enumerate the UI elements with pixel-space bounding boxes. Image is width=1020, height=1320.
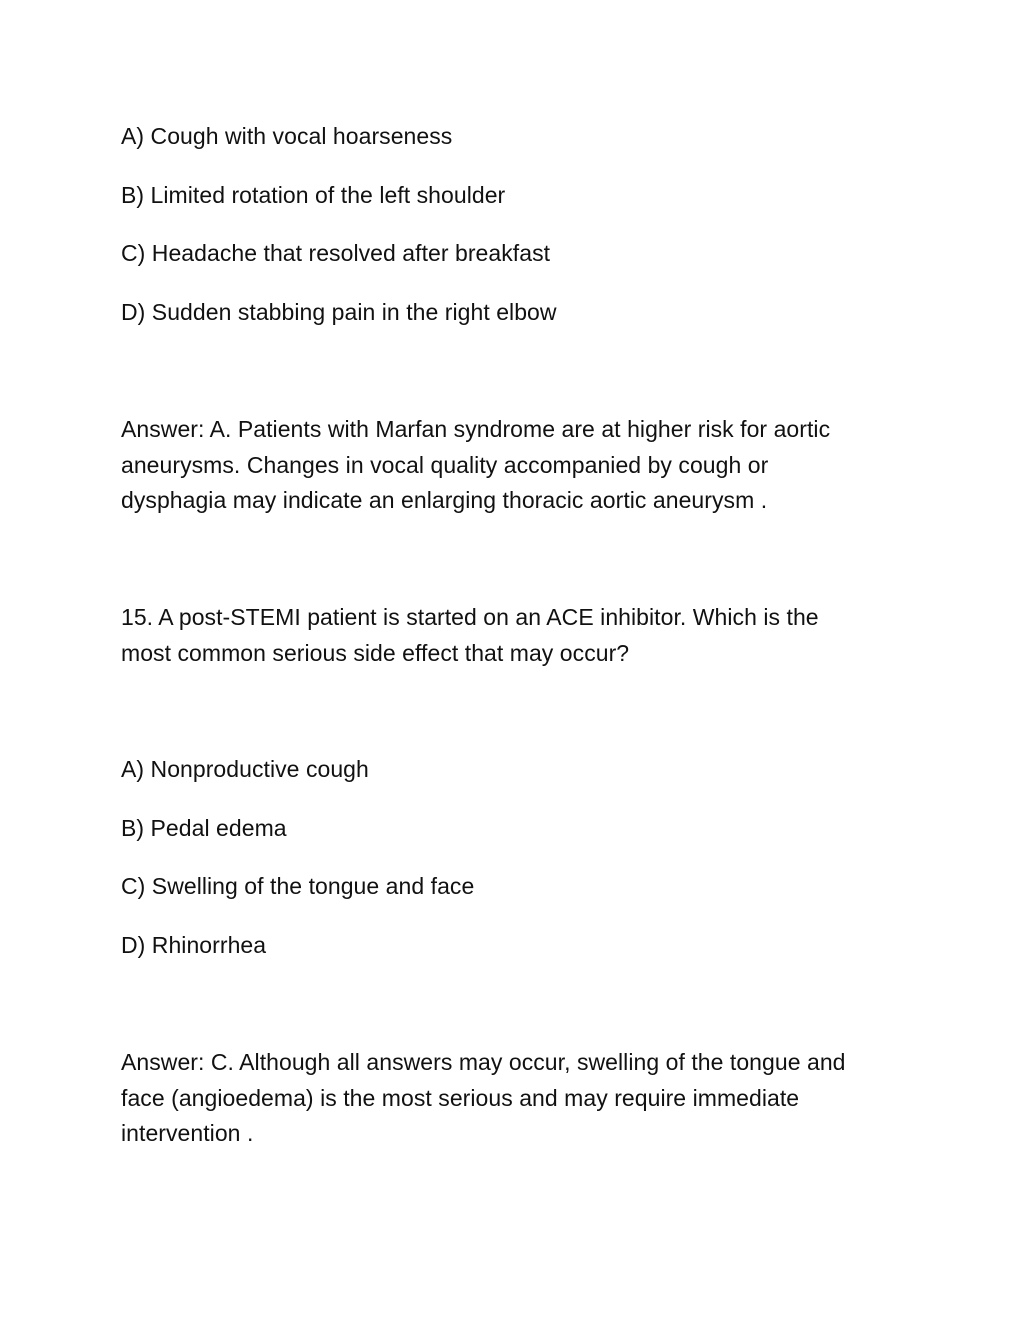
q15-answer-line: intervention . — [121, 1120, 254, 1146]
q15-option-c: C) Swelling of the tongue and face — [121, 873, 475, 899]
q15-option-d: D) Rhinorrhea — [121, 932, 267, 958]
q14-option-a: A) Cough with vocal hoarseness — [121, 123, 453, 149]
q15-question-line: most common serious side effect that may occur? — [121, 639, 630, 666]
q14-option-c: C) Headache that resolved after breakfast — [121, 240, 551, 266]
q14-option-d: D) Sudden stabbing pain in the right elbow — [121, 299, 557, 325]
q14-option-b: B) Limited rotation of the left shoulder — [121, 182, 506, 208]
q15-question — [121, 600, 901, 671]
q15-answer — [121, 1045, 901, 1152]
q14-answer-line: aneurysms. Changes in vocal quality accompanied by cough or — [121, 451, 769, 478]
q15-option-b: B) Pedal edema — [121, 815, 287, 841]
q15-option-a: A) Nonproductive cough — [121, 756, 369, 782]
q15-answer-line: Answer: C. Although all answers may occur, swelling of the tongue and — [121, 1049, 846, 1075]
q15-question-line: 15. A post-STEMI patient is started on an ACE inhibitor. Which is the — [121, 604, 819, 630]
q14-answer — [121, 412, 901, 519]
q14-answer-line: dysphagia may indicate an enlarging thoracic aortic aneurysm . — [121, 487, 768, 513]
q15-answer-line: face (angioedema) is the most serious and may require immediate — [121, 1084, 800, 1111]
q14-answer-line: Answer: A. Patients with Marfan syndrome are at higher risk for aortic — [121, 416, 831, 442]
